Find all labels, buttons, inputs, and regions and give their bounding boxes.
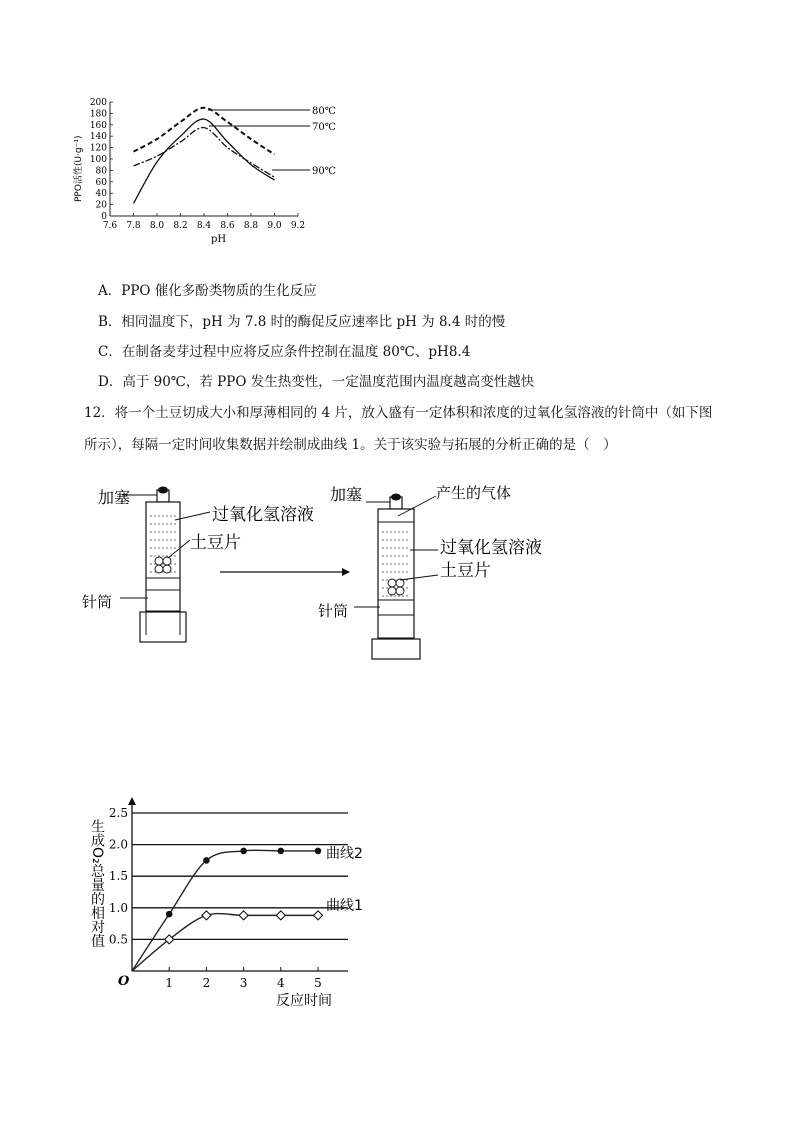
o2-curve1-point: [202, 911, 211, 920]
o2-x-axis-label: 反应时间: [276, 993, 332, 1009]
ppo-series-90: [134, 128, 275, 178]
ppo-legend-80: 80℃: [312, 106, 336, 117]
o2-curve2-point: [315, 848, 322, 855]
o2-x-tick-label: 5: [314, 976, 322, 990]
o2-curve2-point: [240, 848, 247, 855]
ppo-y-tick-label: 100: [89, 155, 107, 165]
o2-y-tick-label: 0.5: [108, 932, 128, 947]
ppo-x-tick-label: 7.8: [126, 221, 141, 231]
o2-y-tick-label: 1.5: [108, 869, 128, 884]
o2-curve1-point: [276, 911, 285, 920]
o2-x-tick-label: 1: [165, 976, 174, 990]
o2-x-tick-label: 3: [239, 976, 248, 990]
right-plug-cap: [391, 494, 401, 501]
o2-y-axis-label: 生成O₂总量的相对值: [89, 819, 105, 948]
ppo-x-tick-label: 9.0: [267, 221, 282, 231]
o2-legend-curve2: 曲线2: [326, 846, 363, 862]
ppo-legend-70: 70℃: [312, 122, 336, 133]
ppo-y-tick-label: 200: [89, 98, 107, 108]
ppo-y-tick-label: 80: [95, 166, 107, 177]
ppo-y-axis-label: PPO活性(U·g⁻¹): [74, 135, 84, 202]
ppo-y-tick-label: 60: [95, 177, 107, 188]
ppo-legend-90: 90℃: [312, 166, 336, 177]
ppo-x-tick-label: 7.6: [102, 221, 118, 231]
option-d: D．高于 90℃，若 PPO 发生热变性，一定温度范围内温度越高变性越快: [98, 374, 535, 390]
ppo-y-tick-label: 160: [89, 120, 107, 131]
o2-chart: [80, 795, 400, 1015]
right-solution-label: 过氧化氢溶液: [440, 538, 542, 558]
ppo-series-70: [134, 119, 275, 203]
ppo-x-tick-label: 9.2: [290, 221, 306, 231]
ppo-y-tick-label: 140: [89, 132, 107, 143]
right-potato-label: 土豆片: [440, 561, 491, 581]
left-potato-label: 土豆片: [190, 533, 241, 553]
apparatus-diagram: [60, 470, 600, 670]
o2-curve2-point: [203, 857, 210, 864]
option-a: A．PPO 催化多酚类物质的生化反应: [98, 283, 317, 299]
o2-y-tick-label: 1.0: [108, 900, 128, 915]
ppo-y-tick-label: 0: [101, 212, 107, 222]
o2-series-curve2: [132, 850, 318, 971]
right-syringe: [354, 494, 438, 660]
left-plug-label: 加塞: [98, 488, 131, 507]
ppo-y-tick-label: 120: [89, 143, 107, 154]
o2-series-curve1: [132, 914, 318, 971]
o2-x-tick-label: 2: [202, 976, 211, 990]
ppo-x-tick-label: 8.2: [173, 221, 188, 231]
left-solution-label: 过氧化氢溶液: [212, 505, 314, 525]
ppo-x-tick-label: 8.4: [196, 221, 212, 231]
ppo-x-tick-label: 8.0: [149, 221, 165, 231]
right-plug-label: 加塞: [330, 485, 363, 504]
option-c: C．在制备麦芽过程中应将反应条件控制在温度 80℃、pH8.4: [98, 344, 471, 360]
o2-curve2-point: [278, 848, 285, 855]
ppo-x-tick-label: 8.8: [243, 221, 259, 231]
ppo-activity-chart: [60, 90, 360, 250]
process-arrow: [220, 568, 350, 576]
question-12-line1: 12．将一个土豆切成大小和厚薄相同的 4 片，放入盛有一定体积和浓度的过氧化氢溶液的针筒中（如下图: [84, 405, 713, 421]
left-syringe-label: 针筒: [82, 593, 113, 611]
o2-y-tick-label: 2.5: [108, 806, 128, 820]
left-barrel: [146, 502, 180, 612]
option-b: B．相同温度下，pH 为 7.8 时的酶促反应速率比 pH 为 8.4 时的慢: [98, 314, 506, 330]
o2-legend-curve1: 曲线1: [326, 898, 363, 914]
ppo-y-tick-label: 180: [89, 109, 107, 120]
question-12-line2: 所示），每隔一定时间收集数据并绘制成曲线 1。关于该实验与拓展的分析正确的是（ ）: [84, 437, 617, 453]
ppo-x-tick-label: 8.6: [220, 221, 235, 231]
o2-y-tick-label: 2.0: [108, 837, 128, 852]
o2-curve1-point: [314, 911, 323, 920]
ppo-y-tick-label: 40: [95, 189, 107, 200]
right-syringe-label: 针筒: [318, 602, 349, 620]
ppo-y-tick-label: 20: [95, 200, 107, 211]
left-syringe: [120, 487, 210, 643]
o2-origin: O: [118, 974, 130, 989]
o2-curve1-point: [239, 911, 248, 920]
right-gas-label: 产生的气体: [436, 484, 512, 502]
right-barrel: [378, 509, 414, 639]
left-plug-cap: [158, 487, 168, 494]
ppo-x-axis-label: pH: [211, 234, 227, 245]
ppo-series-80: [134, 108, 275, 155]
o2-x-tick-label: 4: [276, 976, 285, 990]
o2-curve2-point: [166, 911, 173, 918]
